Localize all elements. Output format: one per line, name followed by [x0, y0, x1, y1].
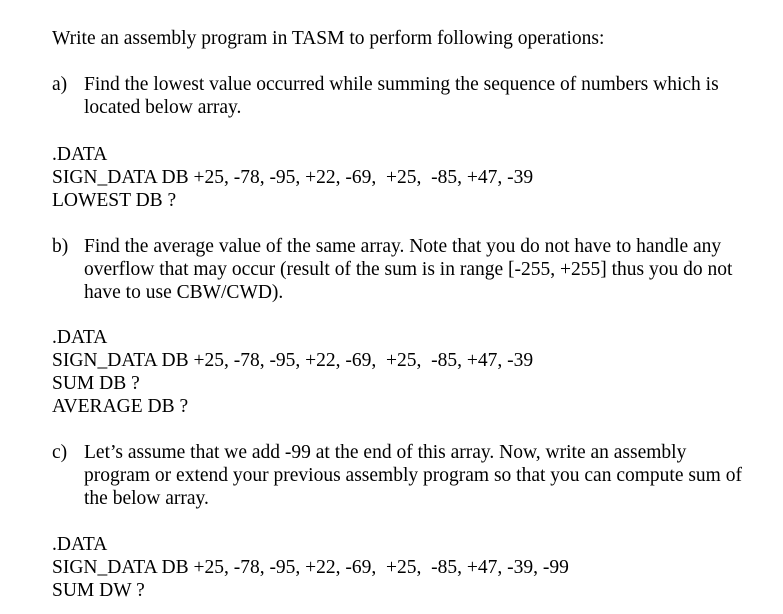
intro-text: Write an assembly program in TASM to perform following operations:	[52, 28, 605, 49]
part-c-marker: c)	[52, 442, 68, 463]
part-b-code-line-2: SIGN_DATA DB +25, -78, -95, +22, -69, +25, -85, +47, -39	[52, 350, 534, 371]
part-a-code-line-1: .DATA	[52, 144, 108, 165]
part-b-text-line-3: have to use CBW/CWD).	[84, 282, 284, 303]
part-b-text-line-2: overflow that may occur (result of the sum is in range [-255, +255] thus you do not	[84, 259, 733, 280]
part-b-code-line-3: SUM DB ?	[52, 373, 140, 394]
part-a-text-line-1: Find the lowest value occurred while summing the sequence of numbers which is	[84, 74, 719, 95]
part-c-code-line-1: .DATA	[52, 534, 108, 555]
part-b-code-line-4: AVERAGE DB ?	[52, 396, 189, 417]
part-c-text-line-3: the below array.	[84, 488, 209, 509]
part-b-marker: b)	[52, 236, 69, 257]
part-c-code-line-2: SIGN_DATA DB +25, -78, -95, +22, -69, +25, -85, +47, -39, -99	[52, 557, 569, 578]
part-c-code-line-3: SUM DW ?	[52, 580, 145, 601]
part-b-code-line-1: .DATA	[52, 327, 108, 348]
part-a-marker: a)	[52, 74, 68, 95]
part-a-text-line-2: located below array.	[84, 97, 242, 118]
part-a-code-line-2: SIGN_DATA DB +25, -78, -95, +22, -69, +25, -85, +47, -39	[52, 167, 534, 188]
part-a-code-line-3: LOWEST DB ?	[52, 190, 177, 211]
part-b-text-line-1: Find the average value of the same array. Note that you do not have to handle any	[84, 236, 722, 257]
part-c-text-line-1: Let’s assume that we add -99 at the end of this array. Now, write an assembly	[84, 442, 687, 463]
part-c-text-line-2: program or extend your previous assembly program so that you can compute sum of	[84, 465, 742, 486]
